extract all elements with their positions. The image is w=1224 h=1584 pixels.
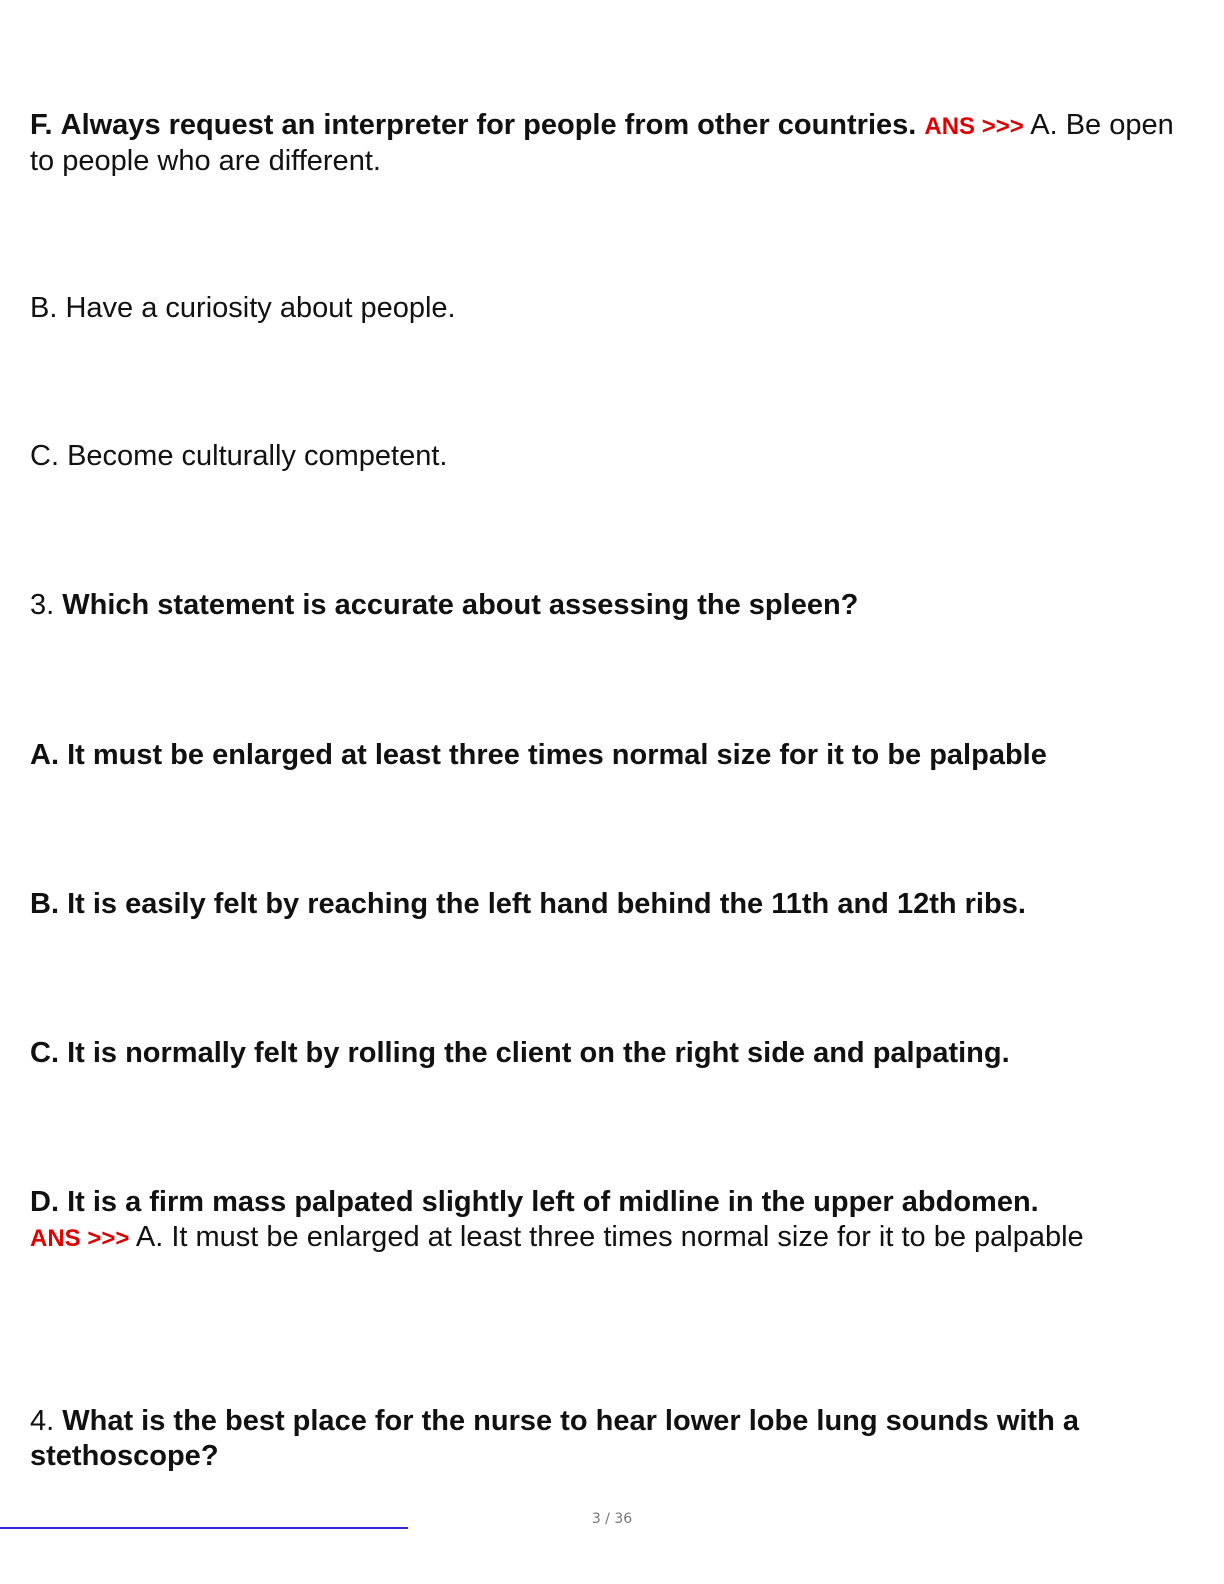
option-label: B.: [30, 888, 59, 920]
option-text: It is a firm mass palpated slightly left of midline in the upper abdomen.: [67, 1186, 1039, 1218]
option-label: B.: [30, 292, 58, 324]
option-f-with-answer: [30, 108, 1190, 179]
footer-divider: [0, 1527, 408, 1529]
option-label: C.: [30, 440, 59, 472]
question-text: Which statement is accurate about assessing the spleen?: [62, 589, 859, 621]
page-number: 3 / 36: [591, 1511, 633, 1527]
option-text: It must be enlarged at least three times normal size for it to be palpable: [67, 739, 1047, 771]
question-3-option-c: [30, 1036, 1190, 1071]
answer-text: A. It must be enlarged at least three times normal size for it to be palpable: [135, 1221, 1084, 1253]
option-c: [30, 439, 1190, 474]
answer-text: A. Be open to people who are different.: [30, 109, 1174, 177]
option-text: It is easily felt by reaching the left hand behind the 11th and 12th ribs.: [67, 888, 1026, 920]
option-text: Become culturally competent.: [67, 440, 448, 472]
question-3: [30, 588, 1190, 623]
option-label: C.: [30, 1037, 59, 1069]
option-text: It is normally felt by rolling the client on the right side and palpating.: [67, 1037, 1010, 1069]
question-number: 3.: [30, 589, 55, 621]
question-number: 4.: [30, 1405, 55, 1437]
question-3-option-a: [30, 738, 1190, 773]
option-text: Always request an interpreter for people from other countries.: [60, 109, 917, 141]
question-3-option-b: [30, 887, 1190, 922]
option-text: Have a curiosity about people.: [65, 292, 456, 324]
option-label: A.: [30, 739, 59, 771]
question-4: [30, 1404, 1190, 1474]
question-3-option-d-with-answer: [30, 1185, 1190, 1256]
option-label: D.: [30, 1186, 59, 1218]
answer-tag: ANS >>>: [30, 1225, 130, 1252]
option-label: F.: [30, 109, 53, 141]
answer-tag: ANS >>>: [924, 113, 1024, 140]
question-text: What is the best place for the nurse to hear lower lobe lung sounds with a stethoscope?: [30, 1405, 1079, 1472]
option-b: [30, 291, 1190, 326]
